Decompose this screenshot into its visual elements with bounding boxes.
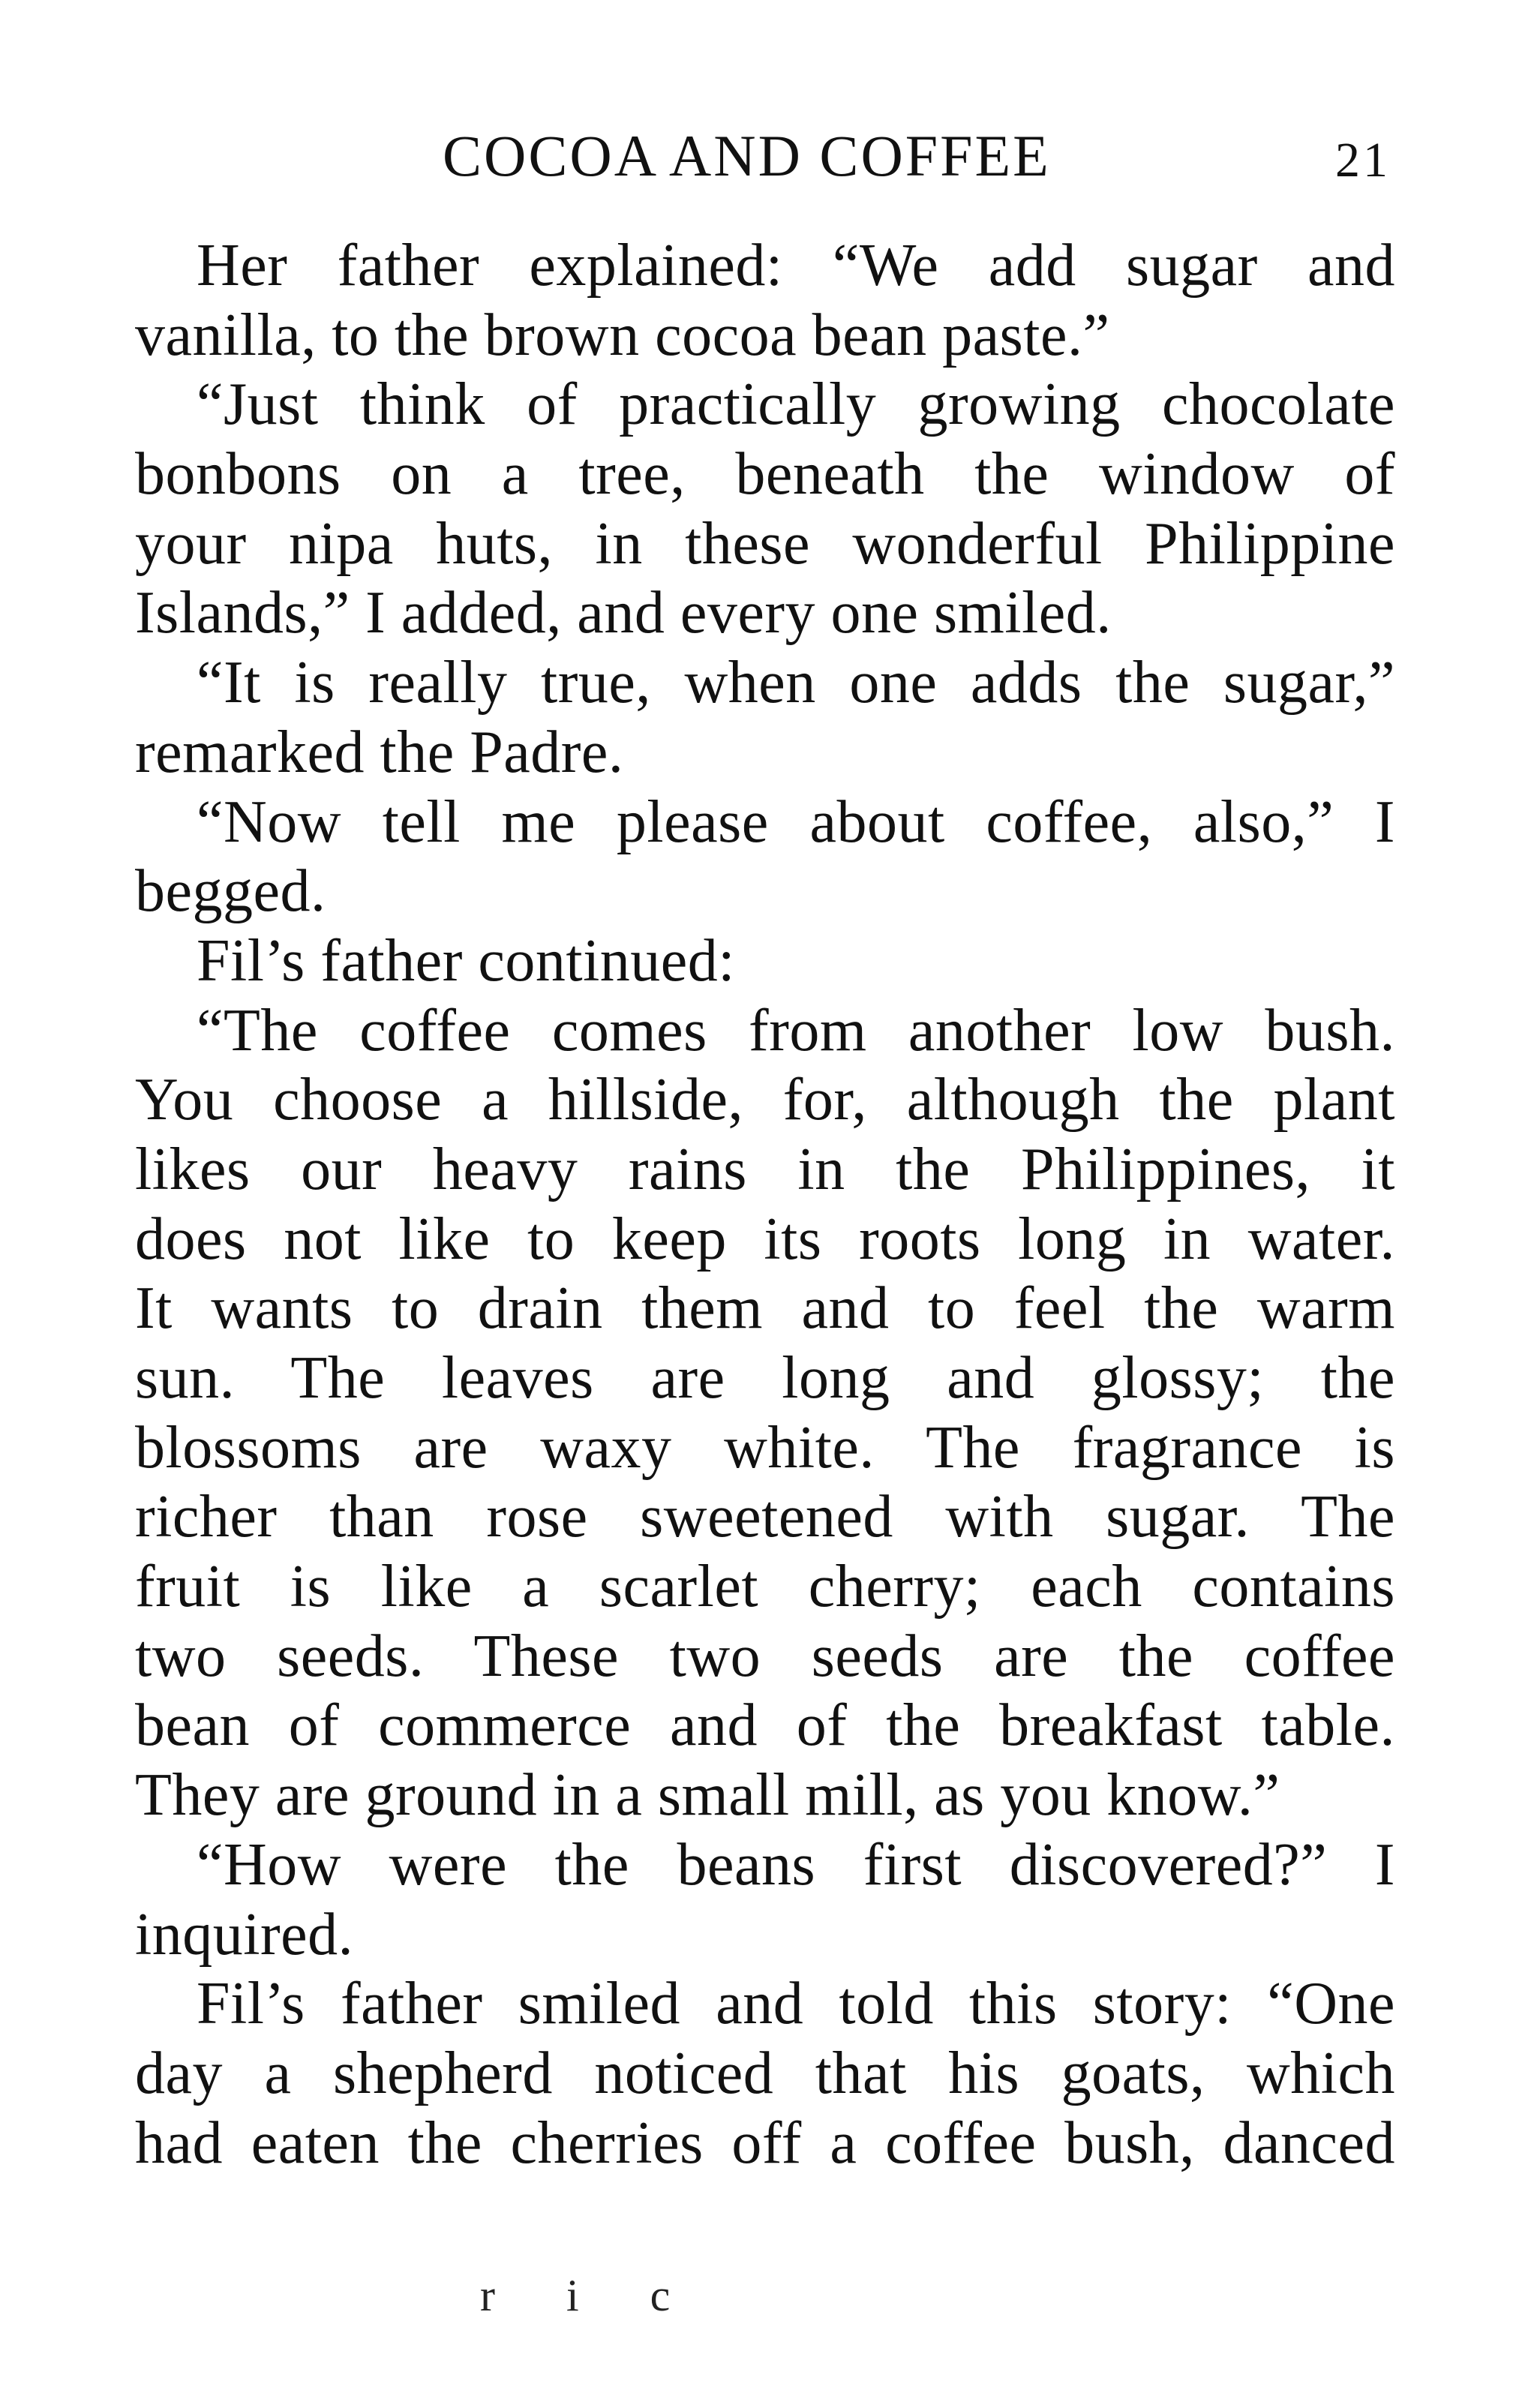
body-text (135, 231, 1395, 2178)
text-line: “Now tell me please about coffee, also,” I (197, 788, 1395, 855)
text-line: bonbons on a tree, beneath the window of (135, 441, 1395, 508)
text-line: “The coffee comes from another low bush. (197, 997, 1395, 1064)
signature-mark: r i c (480, 2271, 701, 2320)
text-line: richer than rose sweetened with sugar. The (135, 1484, 1395, 1551)
text-line: Fil’s father smiled and told this story: “One (197, 1971, 1395, 2037)
page-number: 21 (1335, 133, 1391, 188)
running-head (0, 119, 1540, 194)
text-line: likes our heavy rains in the Philippines, it (135, 1136, 1395, 1202)
text-line: Islands,” I added, and every one smiled. (135, 580, 1112, 647)
text-line: “It is really true, when one adds the sugar,” (197, 650, 1395, 716)
text-line: bean of commerce and of the breakfast table. (135, 1692, 1395, 1759)
text-line: two seeds. These two seeds are the coffee (135, 1623, 1395, 1689)
text-line: does not like to keep its roots long in water. (135, 1206, 1395, 1272)
text-line: You choose a hillside, for, although the plant (135, 1067, 1395, 1133)
text-line: had eaten the cherries off a coffee bush, danced (135, 2109, 1395, 2176)
text-line: fruit is like a scarlet cherry; each contains (135, 1554, 1395, 1620)
text-line: blossoms are waxy white. The fragrance is (135, 1414, 1395, 1481)
text-line: day a shepherd noticed that his goats, which (135, 2040, 1395, 2106)
text-line: Her father explained: “We add sugar and (197, 233, 1395, 299)
text-line: remarked the Padre. (135, 719, 624, 785)
text-line: “Just think of practically growing chocolate (197, 371, 1395, 438)
text-line: begged. (135, 858, 326, 925)
text-line: Fil’s father continued: (197, 927, 736, 994)
text-line: They are ground in a small mill, as you know.” (135, 1762, 1280, 1829)
text-line: vanilla, to the brown cocoa bean paste.” (135, 302, 1110, 368)
chapter-title: COCOA AND COFFEE (443, 123, 1051, 188)
text-line: inquired. (135, 1901, 354, 1968)
text-line: “How were the beans first discovered?” I (197, 1831, 1395, 1898)
text-line: sun. The leaves are long and glossy; the (135, 1345, 1395, 1411)
text-line: It wants to drain them and to feel the warm (135, 1275, 1395, 1342)
text-line: your nipa huts, in these wonderful Philippine (135, 510, 1395, 577)
